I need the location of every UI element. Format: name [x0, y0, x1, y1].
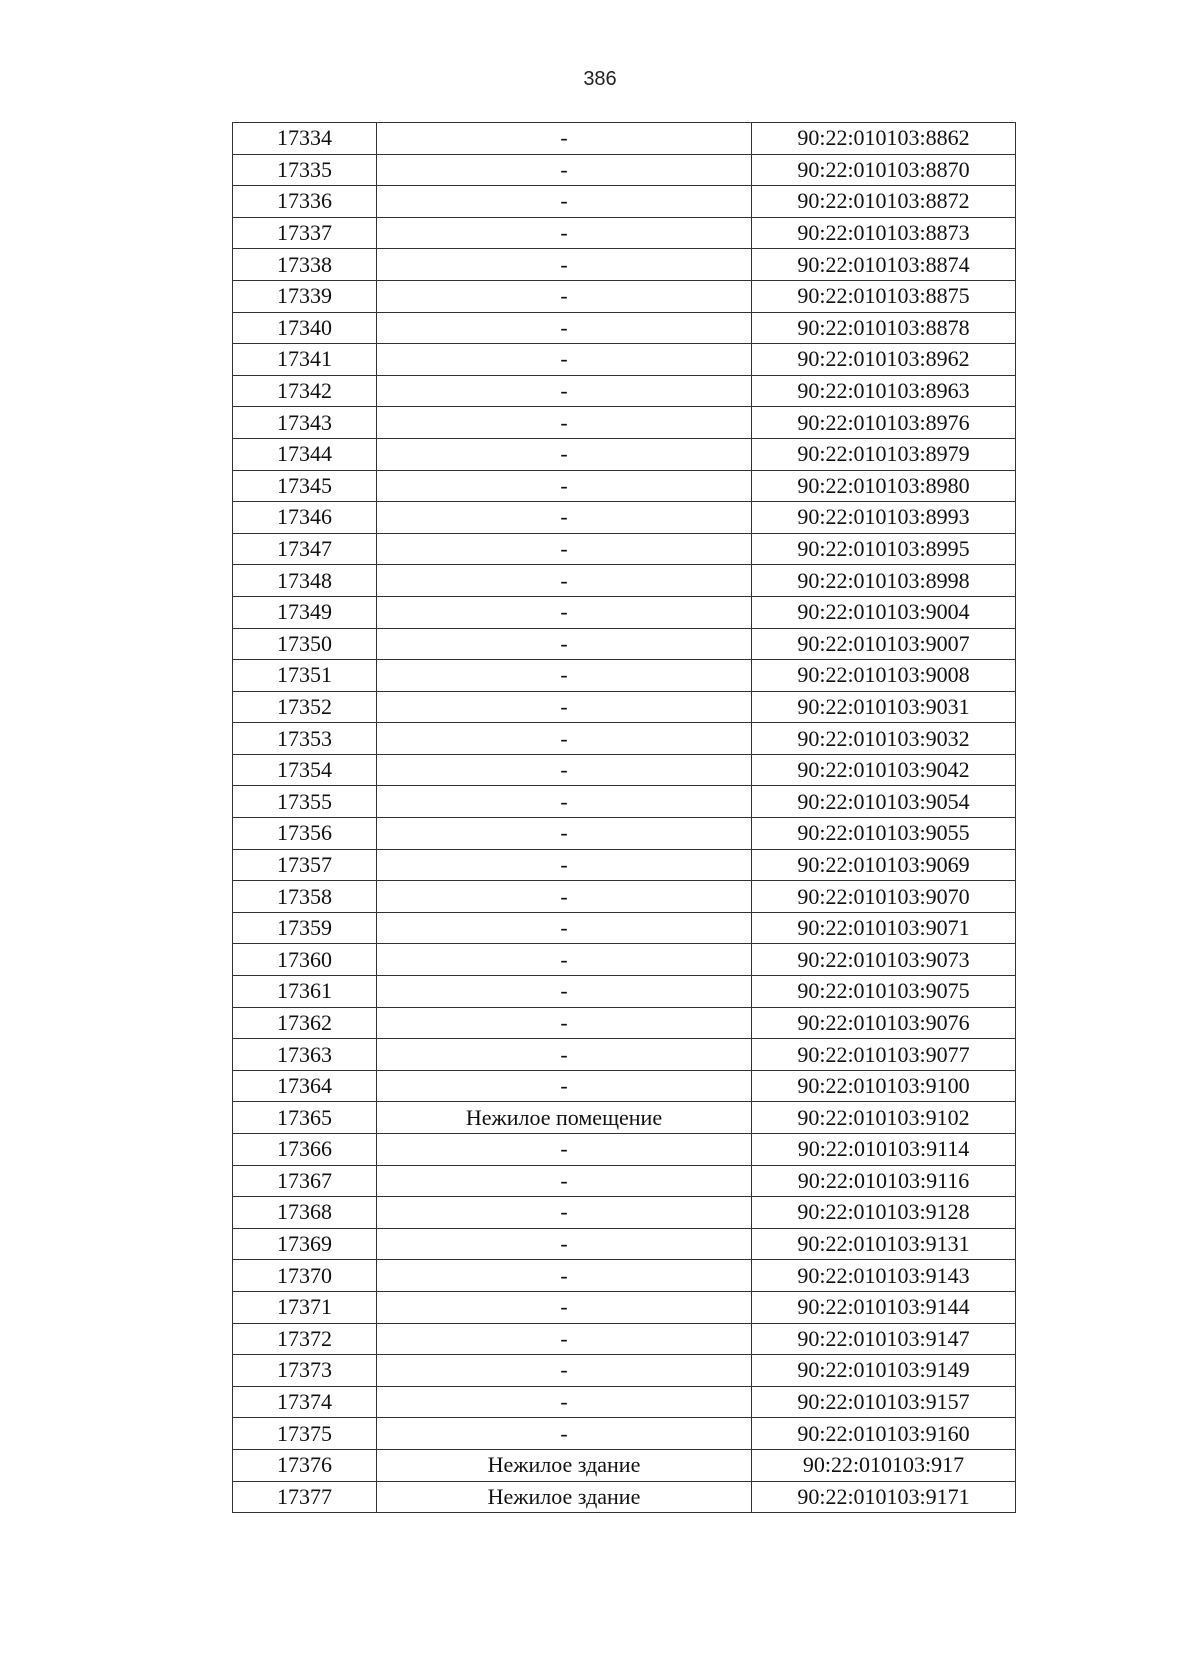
object-type-cell: -: [377, 1323, 752, 1355]
table-row: [233, 628, 1016, 660]
object-type-cell: -: [377, 596, 752, 628]
row-number-cell: 17373: [233, 1355, 377, 1387]
object-type-cell: -: [377, 344, 752, 376]
cadastral-number-cell: 90:22:010103:8862: [752, 123, 1016, 155]
table-row: [233, 1134, 1016, 1166]
row-number-cell: 17368: [233, 1197, 377, 1229]
object-type-cell: -: [377, 1039, 752, 1071]
cadastral-number-cell: 90:22:010103:8873: [752, 217, 1016, 249]
row-number-cell: 17351: [233, 660, 377, 692]
table-row: [233, 1481, 1016, 1513]
row-number-cell: 17370: [233, 1260, 377, 1292]
cadastral-number-cell: 90:22:010103:8976: [752, 407, 1016, 439]
cadastral-number-cell: 90:22:010103:9042: [752, 754, 1016, 786]
cadastral-number-cell: 90:22:010103:9055: [752, 818, 1016, 850]
table-row: [233, 1197, 1016, 1229]
registry-table-body: [233, 123, 1016, 1513]
table-row: [233, 723, 1016, 755]
page-number: 386: [583, 68, 617, 90]
cadastral-number-cell: 90:22:010103:9102: [752, 1102, 1016, 1134]
row-number-cell: 17374: [233, 1386, 377, 1418]
cadastral-number-cell: 90:22:010103:9077: [752, 1039, 1016, 1071]
object-type-cell: Нежилое здание: [377, 1481, 752, 1513]
row-number-cell: 17367: [233, 1165, 377, 1197]
cadastral-number-cell: 90:22:010103:8979: [752, 438, 1016, 470]
table-row: [233, 849, 1016, 881]
cadastral-number-cell: 90:22:010103:9031: [752, 691, 1016, 723]
object-type-cell: -: [377, 1197, 752, 1229]
object-type-cell: -: [377, 249, 752, 281]
object-type-cell: -: [377, 280, 752, 312]
row-number-cell: 17337: [233, 217, 377, 249]
cadastral-number-cell: 90:22:010103:8872: [752, 186, 1016, 218]
row-number-cell: 17349: [233, 596, 377, 628]
object-type-cell: -: [377, 1418, 752, 1450]
cadastral-number-cell: 90:22:010103:8980: [752, 470, 1016, 502]
row-number-cell: 17356: [233, 818, 377, 850]
cadastral-number-cell: 90:22:010103:9076: [752, 1007, 1016, 1039]
row-number-cell: 17350: [233, 628, 377, 660]
object-type-cell: -: [377, 944, 752, 976]
table-row: [233, 660, 1016, 692]
cadastral-number-cell: 90:22:010103:8875: [752, 280, 1016, 312]
object-type-cell: -: [377, 217, 752, 249]
cadastral-number-cell: 90:22:010103:9147: [752, 1323, 1016, 1355]
table-row: [233, 1291, 1016, 1323]
object-type-cell: Нежилое здание: [377, 1449, 752, 1481]
table-row: [233, 533, 1016, 565]
object-type-cell: -: [377, 154, 752, 186]
cadastral-number-cell: 90:22:010103:8874: [752, 249, 1016, 281]
cadastral-number-cell: 90:22:010103:9144: [752, 1291, 1016, 1323]
row-number-cell: 17335: [233, 154, 377, 186]
table-row: [233, 1007, 1016, 1039]
object-type-cell: -: [377, 1007, 752, 1039]
object-type-cell: -: [377, 375, 752, 407]
cadastral-number-cell: 90:22:010103:8870: [752, 154, 1016, 186]
row-number-cell: 17376: [233, 1449, 377, 1481]
object-type-cell: -: [377, 1355, 752, 1387]
cadastral-number-cell: 90:22:010103:9100: [752, 1070, 1016, 1102]
cadastral-number-cell: 90:22:010103:8962: [752, 344, 1016, 376]
table-row: [233, 217, 1016, 249]
row-number-cell: 17364: [233, 1070, 377, 1102]
object-type-cell: -: [377, 818, 752, 850]
row-number-cell: 17341: [233, 344, 377, 376]
object-type-cell: -: [377, 723, 752, 755]
row-number-cell: 17352: [233, 691, 377, 723]
object-type-cell: -: [377, 565, 752, 597]
table-row: [233, 1386, 1016, 1418]
table-row: [233, 565, 1016, 597]
row-number-cell: 17343: [233, 407, 377, 439]
row-number-cell: 17377: [233, 1481, 377, 1513]
row-number-cell: 17361: [233, 976, 377, 1008]
cadastral-number-cell: 90:22:010103:8878: [752, 312, 1016, 344]
cadastral-number-cell: 90:22:010103:9143: [752, 1260, 1016, 1292]
row-number-cell: 17358: [233, 881, 377, 913]
table-row: [233, 438, 1016, 470]
table-row: [233, 470, 1016, 502]
row-number-cell: 17348: [233, 565, 377, 597]
object-type-cell: -: [377, 1260, 752, 1292]
table-row: [233, 1418, 1016, 1450]
cadastral-number-cell: 90:22:010103:8963: [752, 375, 1016, 407]
row-number-cell: 17338: [233, 249, 377, 281]
row-number-cell: 17347: [233, 533, 377, 565]
table-row: [233, 596, 1016, 628]
cadastral-number-cell: 90:22:010103:9069: [752, 849, 1016, 881]
object-type-cell: -: [377, 628, 752, 660]
object-type-cell: -: [377, 1291, 752, 1323]
table-row: [233, 344, 1016, 376]
object-type-cell: -: [377, 502, 752, 534]
cadastral-number-cell: 90:22:010103:9160: [752, 1418, 1016, 1450]
object-type-cell: -: [377, 691, 752, 723]
cadastral-number-cell: 90:22:010103:8998: [752, 565, 1016, 597]
row-number-cell: 17355: [233, 786, 377, 818]
table-row: [233, 754, 1016, 786]
row-number-cell: 17365: [233, 1102, 377, 1134]
cadastral-number-cell: 90:22:010103:9075: [752, 976, 1016, 1008]
cadastral-number-cell: 90:22:010103:9054: [752, 786, 1016, 818]
cadastral-number-cell: 90:22:010103:9128: [752, 1197, 1016, 1229]
row-number-cell: 17340: [233, 312, 377, 344]
row-number-cell: 17363: [233, 1039, 377, 1071]
cadastral-number-cell: 90:22:010103:9131: [752, 1228, 1016, 1260]
object-type-cell: -: [377, 438, 752, 470]
object-type-cell: -: [377, 407, 752, 439]
row-number-cell: 17344: [233, 438, 377, 470]
cadastral-number-cell: 90:22:010103:9073: [752, 944, 1016, 976]
object-type-cell: -: [377, 470, 752, 502]
table-row: [233, 186, 1016, 218]
object-type-cell: -: [377, 1228, 752, 1260]
row-number-cell: 17362: [233, 1007, 377, 1039]
cadastral-number-cell: 90:22:010103:917: [752, 1449, 1016, 1481]
row-number-cell: 17336: [233, 186, 377, 218]
cadastral-number-cell: 90:22:010103:9070: [752, 881, 1016, 913]
row-number-cell: 17339: [233, 280, 377, 312]
table-row: [233, 154, 1016, 186]
object-type-cell: -: [377, 849, 752, 881]
registry-table: [232, 122, 1016, 1513]
cadastral-number-cell: 90:22:010103:9032: [752, 723, 1016, 755]
table-row: [233, 249, 1016, 281]
table-row: [233, 1102, 1016, 1134]
row-number-cell: 17360: [233, 944, 377, 976]
object-type-cell: Нежилое помещение: [377, 1102, 752, 1134]
table-row: [233, 944, 1016, 976]
object-type-cell: -: [377, 912, 752, 944]
cadastral-number-cell: 90:22:010103:9116: [752, 1165, 1016, 1197]
row-number-cell: 17372: [233, 1323, 377, 1355]
table-row: [233, 407, 1016, 439]
table-row: [233, 502, 1016, 534]
cadastral-number-cell: 90:22:010103:9171: [752, 1481, 1016, 1513]
row-number-cell: 17357: [233, 849, 377, 881]
cadastral-number-cell: 90:22:010103:9004: [752, 596, 1016, 628]
table-row: [233, 1355, 1016, 1387]
object-type-cell: -: [377, 976, 752, 1008]
table-row: [233, 976, 1016, 1008]
cadastral-number-cell: 90:22:010103:9007: [752, 628, 1016, 660]
cadastral-number-cell: 90:22:010103:9157: [752, 1386, 1016, 1418]
object-type-cell: -: [377, 1165, 752, 1197]
object-type-cell: -: [377, 881, 752, 913]
row-number-cell: 17371: [233, 1291, 377, 1323]
table-row: [233, 1260, 1016, 1292]
row-number-cell: 17334: [233, 123, 377, 155]
table-row: [233, 691, 1016, 723]
object-type-cell: -: [377, 786, 752, 818]
row-number-cell: 17353: [233, 723, 377, 755]
table-row: [233, 786, 1016, 818]
table-row: [233, 312, 1016, 344]
object-type-cell: -: [377, 754, 752, 786]
table-row: [233, 1070, 1016, 1102]
object-type-cell: -: [377, 660, 752, 692]
row-number-cell: 17346: [233, 502, 377, 534]
table-row: [233, 1449, 1016, 1481]
table-row: [233, 280, 1016, 312]
table-row: [233, 1039, 1016, 1071]
table-row: [233, 881, 1016, 913]
cadastral-number-cell: 90:22:010103:9008: [752, 660, 1016, 692]
table-row: [233, 375, 1016, 407]
row-number-cell: 17366: [233, 1134, 377, 1166]
table-row: [233, 1165, 1016, 1197]
object-type-cell: -: [377, 1070, 752, 1102]
row-number-cell: 17359: [233, 912, 377, 944]
row-number-cell: 17375: [233, 1418, 377, 1450]
row-number-cell: 17354: [233, 754, 377, 786]
table-row: [233, 123, 1016, 155]
cadastral-number-cell: 90:22:010103:8993: [752, 502, 1016, 534]
cadastral-number-cell: 90:22:010103:9149: [752, 1355, 1016, 1387]
object-type-cell: -: [377, 533, 752, 565]
cadastral-number-cell: 90:22:010103:8995: [752, 533, 1016, 565]
object-type-cell: -: [377, 1386, 752, 1418]
row-number-cell: 17369: [233, 1228, 377, 1260]
object-type-cell: -: [377, 186, 752, 218]
row-number-cell: 17345: [233, 470, 377, 502]
object-type-cell: -: [377, 123, 752, 155]
row-number-cell: 17342: [233, 375, 377, 407]
cadastral-number-cell: 90:22:010103:9071: [752, 912, 1016, 944]
table-row: [233, 912, 1016, 944]
object-type-cell: -: [377, 1134, 752, 1166]
table-row: [233, 818, 1016, 850]
table-row: [233, 1228, 1016, 1260]
cadastral-number-cell: 90:22:010103:9114: [752, 1134, 1016, 1166]
object-type-cell: -: [377, 312, 752, 344]
table-row: [233, 1323, 1016, 1355]
